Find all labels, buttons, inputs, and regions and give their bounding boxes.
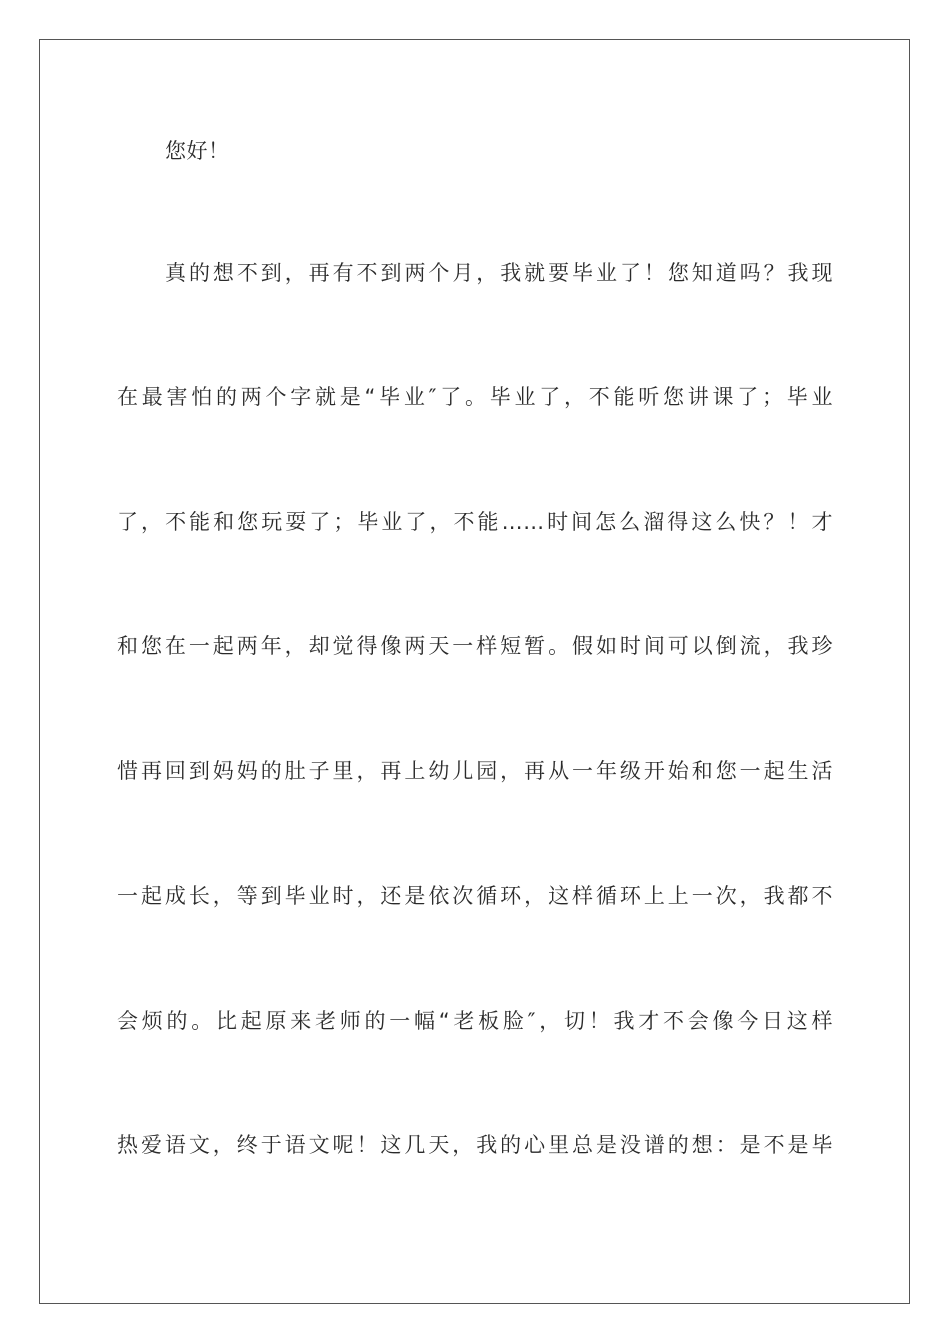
paragraph-line-6: 一起成长，等到毕业时，还是依次循环，这样循环上上一次，我都不 xyxy=(117,884,833,908)
paragraph-line-2: 在最害怕的两个字就是“毕业″了。毕业了，不能听您讲课了；毕业 xyxy=(117,385,833,409)
paragraph-line-5: 惜再回到妈妈的肚子里，再上幼儿园，再从一年级开始和您一起生活 xyxy=(117,759,833,783)
paragraph-line-1: 真的想不到，再有不到两个月，我就要毕业了！您知道吗？我现 xyxy=(165,261,833,285)
greeting-line: 您好！ xyxy=(165,139,230,163)
paragraph-line-3: 了，不能和您玩耍了；毕业了，不能……时间怎么溜得这么快？！才 xyxy=(117,510,833,534)
paragraph-line-8: 热爱语文，终于语文呢！这几天，我的心里总是没谱的想：是不是毕 xyxy=(117,1133,833,1157)
paragraph-line-4: 和您在一起两年，却觉得像两天一样短暂。假如时间可以倒流，我珍 xyxy=(117,634,833,658)
page-border xyxy=(39,39,910,1304)
paragraph-line-7: 会烦的。比起原来老师的一幅“老板脸″，切！我才不会像今日这样 xyxy=(117,1009,833,1033)
